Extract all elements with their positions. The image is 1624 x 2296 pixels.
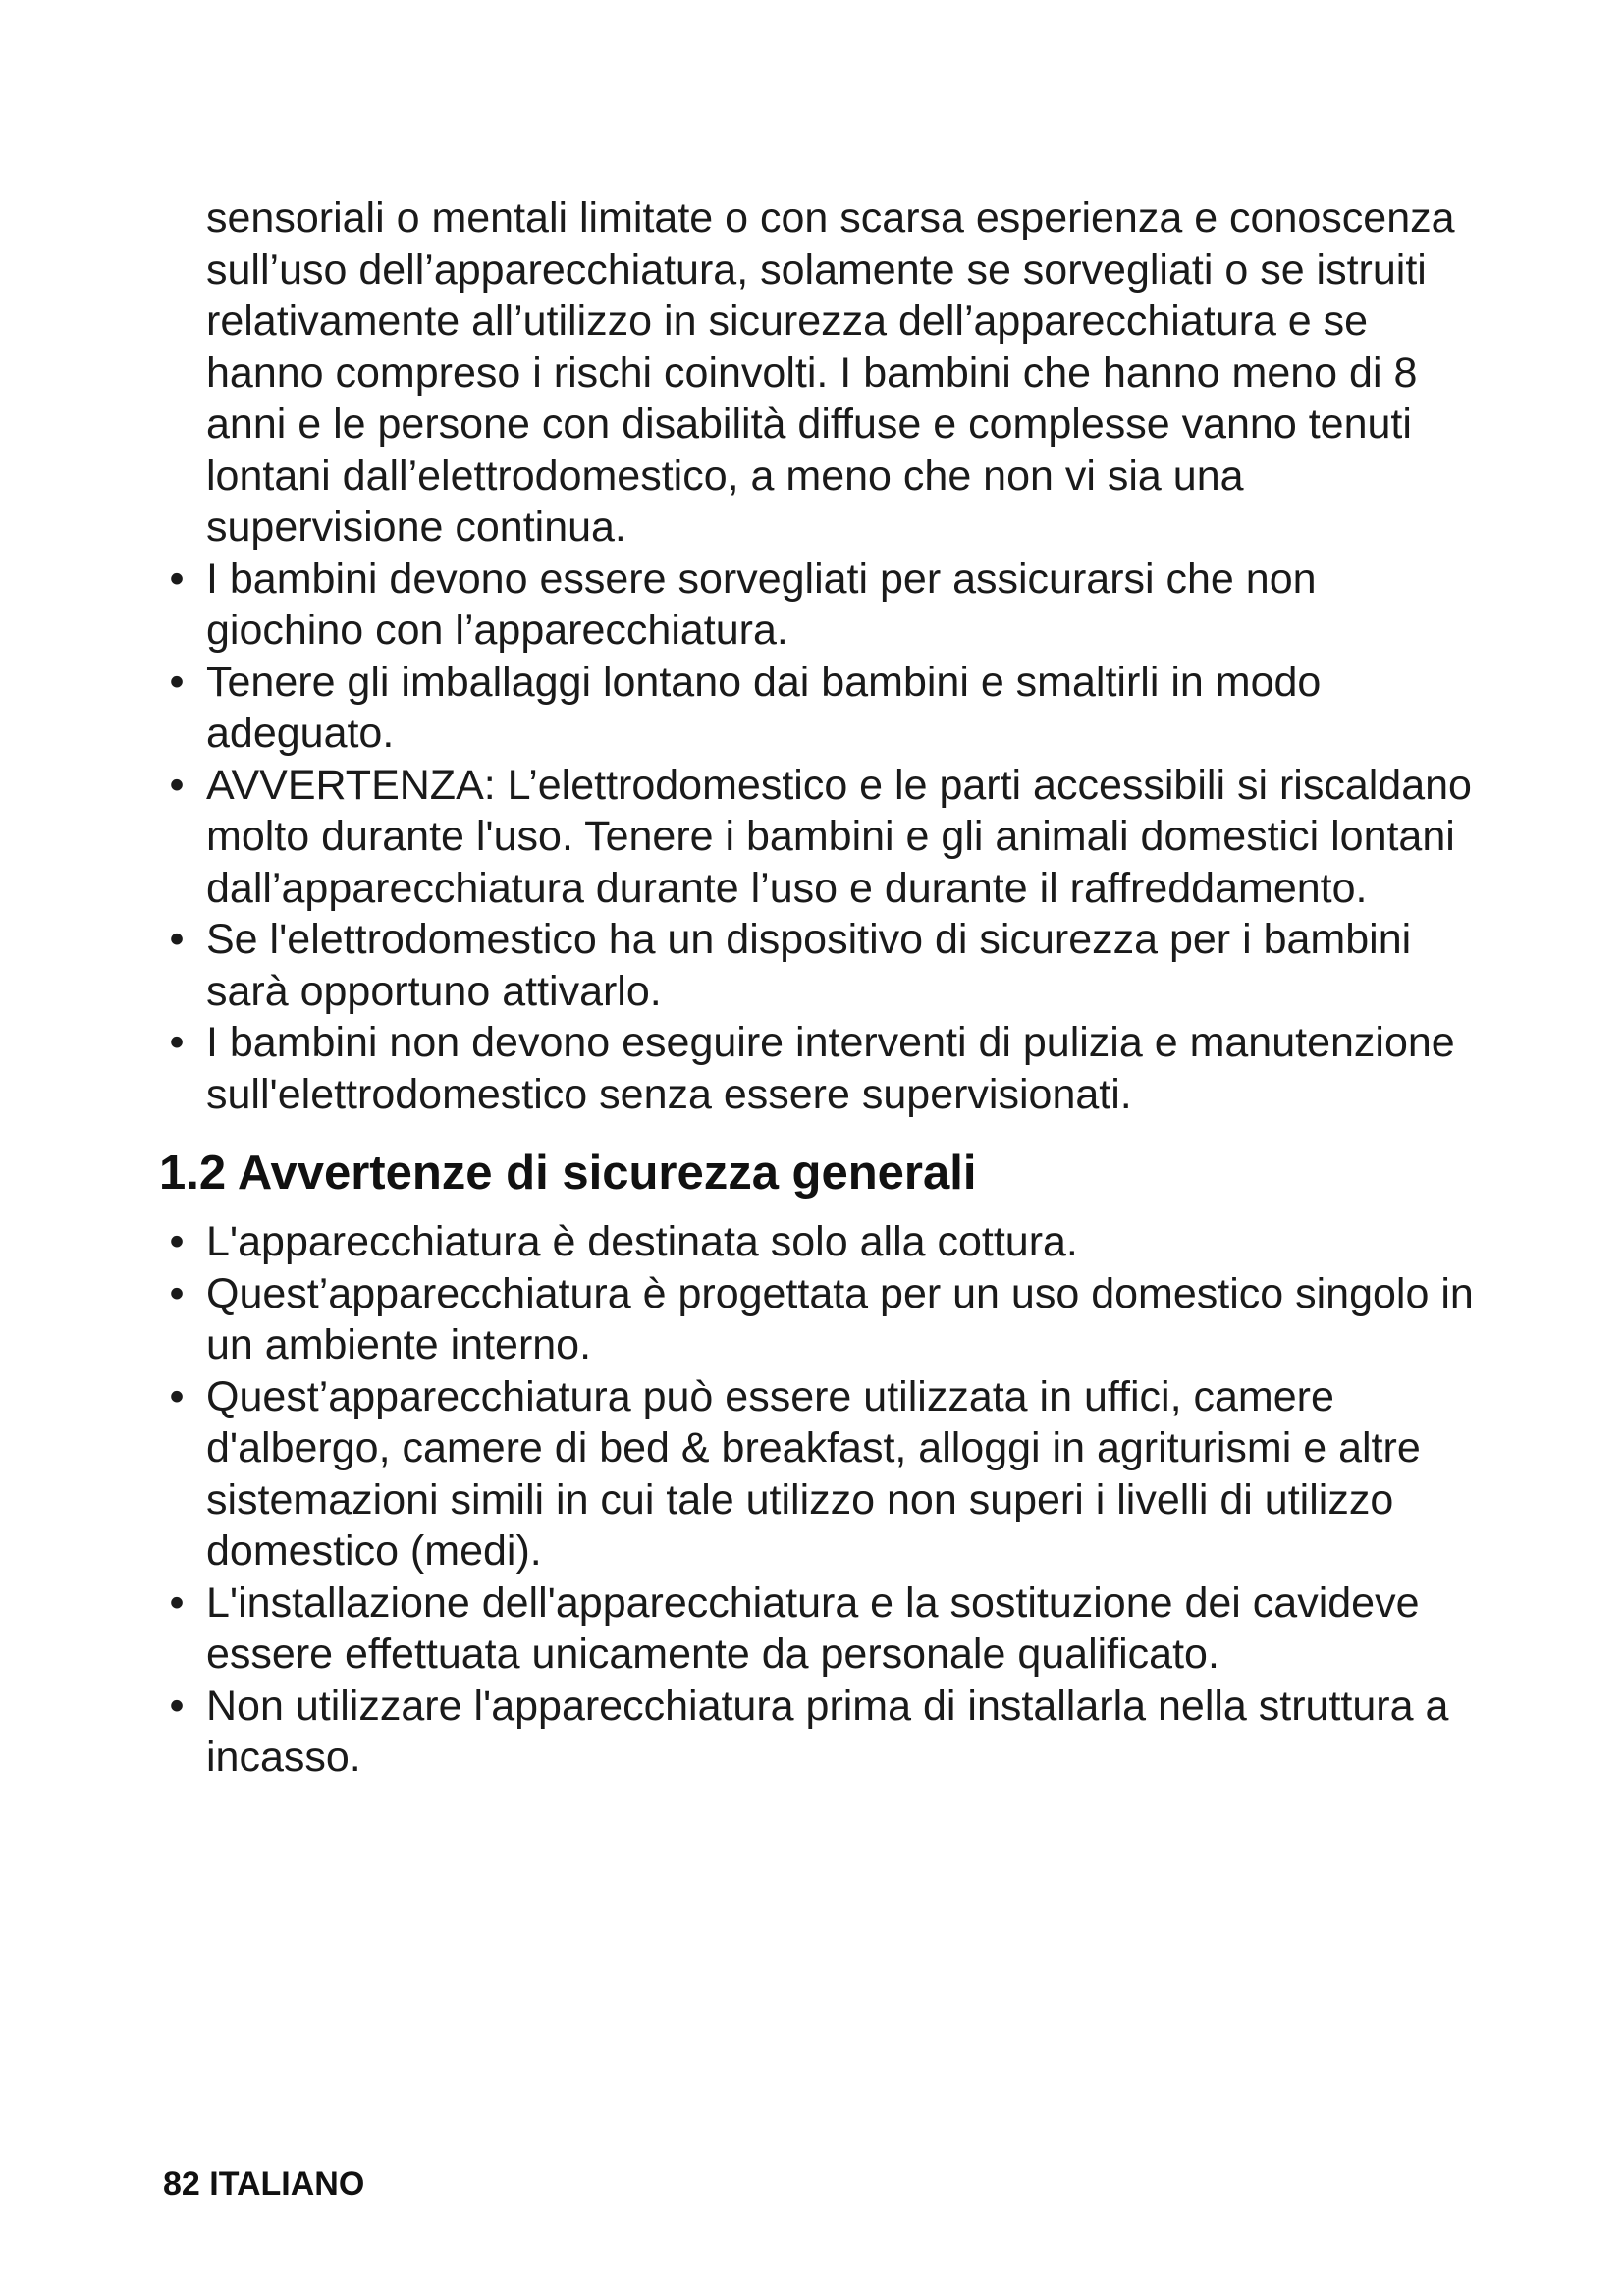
list-item bbox=[159, 1017, 1475, 1120]
list-item bbox=[159, 760, 1475, 915]
bullet-icon: • bbox=[169, 916, 185, 963]
list-item-text: Se l'elettrodomestico ha un dispositivo di sicurezza per i bambini sarà opportuno attivarlo. bbox=[206, 916, 1412, 1015]
list-item bbox=[159, 1268, 1475, 1371]
list-item bbox=[159, 1216, 1475, 1268]
bullet-icon: • bbox=[169, 658, 185, 706]
page-content bbox=[159, 192, 1475, 1784]
list-item bbox=[159, 554, 1475, 657]
section-heading: 1.2 Avvertenze di sicurezza generali bbox=[159, 1147, 977, 1200]
list-item bbox=[159, 914, 1475, 1017]
bullet-icon: • bbox=[169, 1019, 185, 1066]
bullet-icon: • bbox=[169, 1218, 185, 1265]
intro-paragraph: sensoriali o mentali limitate o con scarsa esperienza e conoscenza sull’uso dell’apparecchiatura, solamente se sorvegliati o se istruiti relativamente all’utilizzo in sicurezza dell’apparecchiatura e se hanno compreso i rischi coinvolti. I bambini che hanno meno di 8 anni e le persone con disabilità diffuse e complesse vanno tenuti lontani dall’elettrodomestico, a meno che non vi sia una supervisione continua. bbox=[206, 194, 1455, 551]
children-safety-list bbox=[159, 554, 1475, 1121]
bullet-icon: • bbox=[169, 761, 185, 809]
list-item-text: Quest’apparecchiatura può essere utilizzata in uffici, camere d'albergo, camere di bed & breakfast, alloggi in agriturismi e altre sistemazioni simili in cui tale utilizzo non superi i livelli di utilizzo domestico (medi). bbox=[206, 1372, 1421, 1575]
list-item-text: I bambini devono essere sorvegliati per assicurarsi che non giochino con l’apparecchiatura. bbox=[206, 555, 1317, 654]
list-item bbox=[159, 1681, 1475, 1784]
list-item-text: Quest’apparecchiatura è progettata per un uso domestico singolo in un ambiente interno. bbox=[206, 1269, 1474, 1368]
bullet-icon: • bbox=[169, 1372, 185, 1420]
bullet-icon: • bbox=[169, 1269, 185, 1317]
page-footer bbox=[163, 2164, 364, 2204]
list-item-text: AVVERTENZA: L’elettrodomestico e le parti accessibili si riscaldano molto durante l'uso. Tenere i bambini e gli animali domestici lontani dall’apparecchiatura durante l’uso e durante il raffreddamento. bbox=[206, 761, 1472, 912]
bullet-icon: • bbox=[169, 1682, 185, 1730]
list-item-text: Tenere gli imballaggi lontano dai bambini e smaltirli in modo adeguato. bbox=[206, 658, 1322, 757]
bullet-icon: • bbox=[169, 555, 185, 603]
list-item bbox=[159, 1577, 1475, 1681]
bullet-icon: • bbox=[169, 1578, 185, 1627]
list-item bbox=[159, 657, 1475, 760]
footer-language: ITALIANO bbox=[209, 2165, 365, 2203]
list-item bbox=[159, 1371, 1475, 1577]
list-item-text: Non utilizzare l'apparecchiatura prima di installarla nella struttura a incasso. bbox=[206, 1682, 1449, 1781]
page-number: 82 bbox=[163, 2165, 200, 2203]
general-safety-list bbox=[159, 1216, 1475, 1784]
list-item-text: L'apparecchiatura è destinata solo alla cottura. bbox=[206, 1218, 1078, 1265]
list-item-text: I bambini non devono eseguire interventi di pulizia e manutenzione sull'elettrodomestico senza essere supervisionati. bbox=[206, 1019, 1455, 1118]
list-item-text: L'installazione dell'apparecchiatura e la sostituzione dei cavideve essere effettuata unicamente da personale qualificato. bbox=[206, 1578, 1420, 1678]
